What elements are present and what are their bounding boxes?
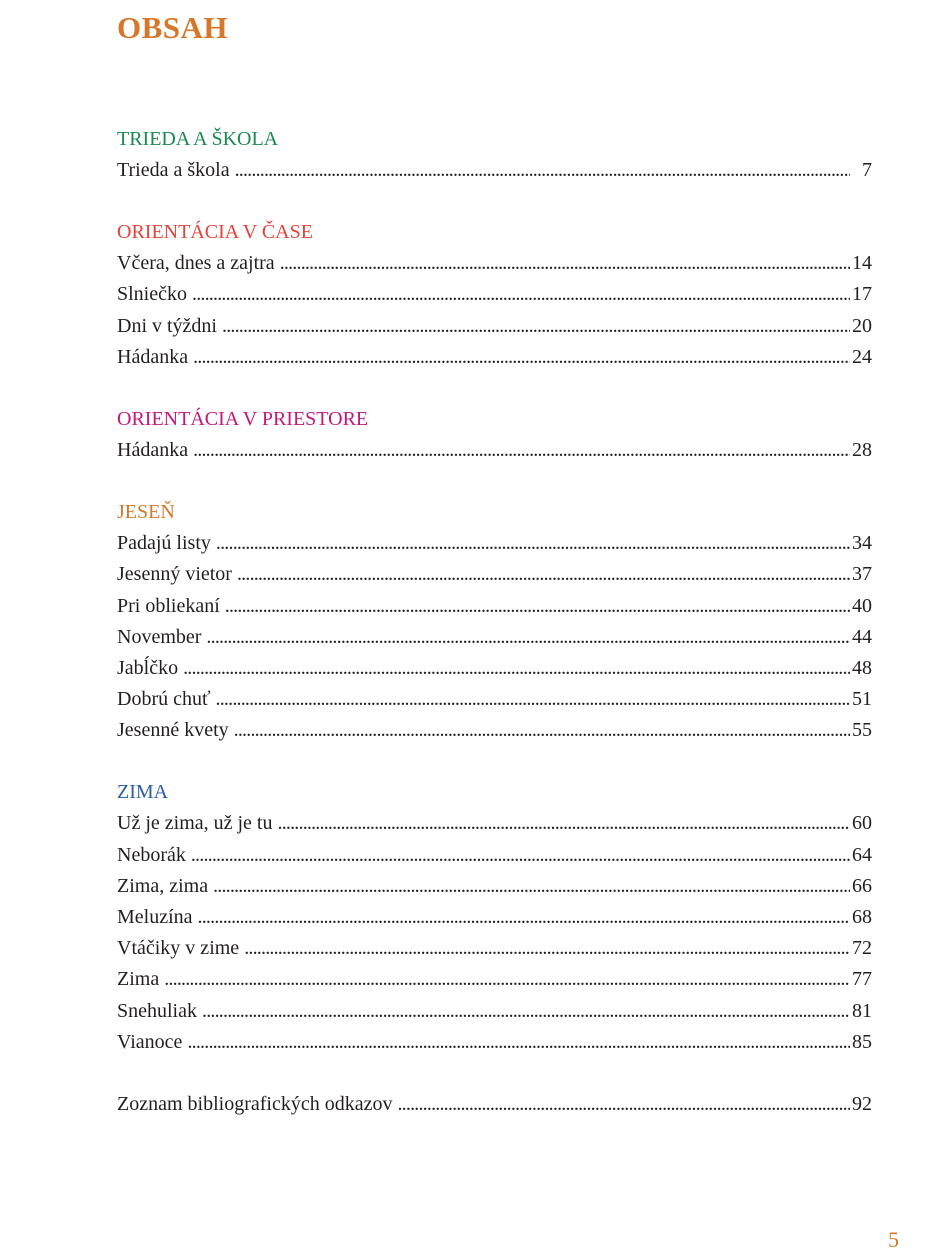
entry-title: Jesenné kvety (117, 719, 229, 742)
dot-leader (211, 528, 850, 559)
entry-title: Neborák (117, 843, 186, 866)
entry-title: Zima (117, 968, 160, 991)
toc-section (117, 404, 872, 466)
toc-entry[interactable] (117, 559, 872, 590)
section-heading: TRIEDA A ŠKOLA (117, 128, 279, 150)
section-heading: ORIENTÁCIA V ČASE (117, 221, 313, 244)
dot-leader (230, 155, 850, 186)
toc-entry[interactable] (117, 996, 872, 1027)
toc-entry[interactable] (117, 311, 872, 342)
page-number: 5 (888, 1227, 899, 1252)
entry-page-number: 85 (852, 1030, 872, 1053)
entry-page-number: 7 (862, 159, 872, 181)
entry-page-number: 20 (852, 314, 872, 337)
entry-title: Už je zima, už je tu (117, 812, 273, 835)
entry-title: Meluzína (117, 906, 193, 928)
dot-leader (197, 996, 850, 1027)
dot-leader (187, 279, 850, 310)
toc-section (117, 217, 872, 373)
entry-page-number: 40 (852, 594, 872, 617)
dot-leader (275, 248, 850, 279)
toc-entry[interactable] (117, 1089, 872, 1120)
entry-page-number: 55 (852, 719, 872, 742)
toc-entry[interactable] (117, 1027, 872, 1058)
entry-page-number: 48 (852, 656, 872, 679)
entry-title: Zima, zima (117, 874, 209, 897)
entry-title: Vtáčiky v zime (117, 937, 240, 960)
dot-leader (188, 342, 850, 373)
entry-page-number: 24 (852, 345, 872, 368)
entry-title: Dni v týždni (117, 314, 217, 337)
dot-leader (217, 311, 850, 342)
dot-leader (193, 902, 850, 933)
entry-page-number: 68 (852, 906, 872, 928)
entry-title: Včera, dnes a zajtra (117, 252, 275, 275)
toc-entry[interactable] (117, 248, 872, 279)
page-title: OBSAH (117, 10, 229, 45)
entry-page-number: 14 (852, 252, 872, 275)
toc-entry[interactable] (117, 808, 872, 839)
entry-title: Padajú listy (117, 532, 211, 555)
entry-page-number: 34 (852, 532, 872, 555)
entry-page-number: 81 (852, 999, 872, 1022)
entry-page-number: 28 (852, 438, 872, 461)
dot-leader (220, 591, 850, 622)
section-heading: ORIENTÁCIA V PRIESTORE (117, 407, 369, 430)
dot-leader (182, 1027, 850, 1058)
entry-title: November (117, 625, 202, 648)
dot-leader (188, 435, 850, 466)
entry-page-number: 66 (852, 874, 872, 897)
toc-entry[interactable] (117, 840, 872, 871)
entry-title: Hádanka (117, 345, 189, 368)
entry-page-number: 37 (852, 563, 872, 586)
toc-entry[interactable] (117, 528, 872, 559)
dot-leader (186, 840, 850, 871)
entry-title: Snehuliak (117, 999, 197, 1022)
dot-leader (273, 808, 851, 839)
entry-title: Hádanka (117, 438, 189, 461)
toc-entry[interactable] (117, 933, 872, 964)
dot-leader (211, 684, 850, 715)
entry-title: Pri obliekaní (117, 594, 220, 617)
entry-page-number: 72 (852, 937, 872, 960)
dot-leader (208, 871, 850, 902)
toc-entry[interactable] (117, 435, 872, 466)
entry-title: Slniečko (117, 283, 187, 306)
dot-leader (239, 933, 850, 964)
entry-page-number: 17 (852, 283, 872, 306)
toc-section (117, 777, 872, 1058)
toc-entry[interactable] (117, 622, 872, 653)
table-of-contents (117, 124, 872, 1151)
entry-page-number: 92 (852, 1092, 872, 1115)
entry-page-number: 60 (852, 812, 872, 835)
entry-title: Dobrú chuť (117, 688, 211, 711)
entry-page-number: 51 (852, 688, 872, 711)
entry-title: Jabĺčko (117, 656, 179, 679)
toc-entry[interactable] (117, 684, 872, 715)
toc-entry[interactable] (117, 964, 872, 995)
toc-entry[interactable] (117, 342, 872, 373)
section-heading: JESEŇ (117, 501, 175, 524)
toc-entry[interactable] (117, 871, 872, 902)
toc-section (117, 497, 872, 746)
toc-entry[interactable] (117, 279, 872, 310)
toc-entry[interactable] (117, 715, 872, 746)
dot-leader (232, 559, 850, 590)
dot-leader (229, 715, 850, 746)
dot-leader (178, 653, 850, 684)
entry-title: Zoznam bibliografických odkazov (117, 1092, 393, 1115)
dot-leader (159, 964, 850, 995)
entry-page-number: 64 (852, 843, 872, 866)
toc-section (117, 124, 872, 186)
toc-entry[interactable] (117, 591, 872, 622)
entry-page-number: 44 (852, 625, 872, 648)
toc-entry[interactable] (117, 653, 872, 684)
toc-entry[interactable] (117, 155, 872, 186)
entry-title: Jesenný vietor (117, 563, 232, 586)
dot-leader (201, 622, 850, 653)
entry-title: Trieda a škola (117, 159, 230, 181)
entry-title: Vianoce (117, 1030, 183, 1053)
section-heading: ZIMA (117, 781, 169, 804)
toc-section (117, 1089, 872, 1120)
dot-leader (392, 1089, 850, 1120)
toc-entry[interactable] (117, 902, 872, 933)
entry-page-number: 77 (852, 968, 872, 991)
